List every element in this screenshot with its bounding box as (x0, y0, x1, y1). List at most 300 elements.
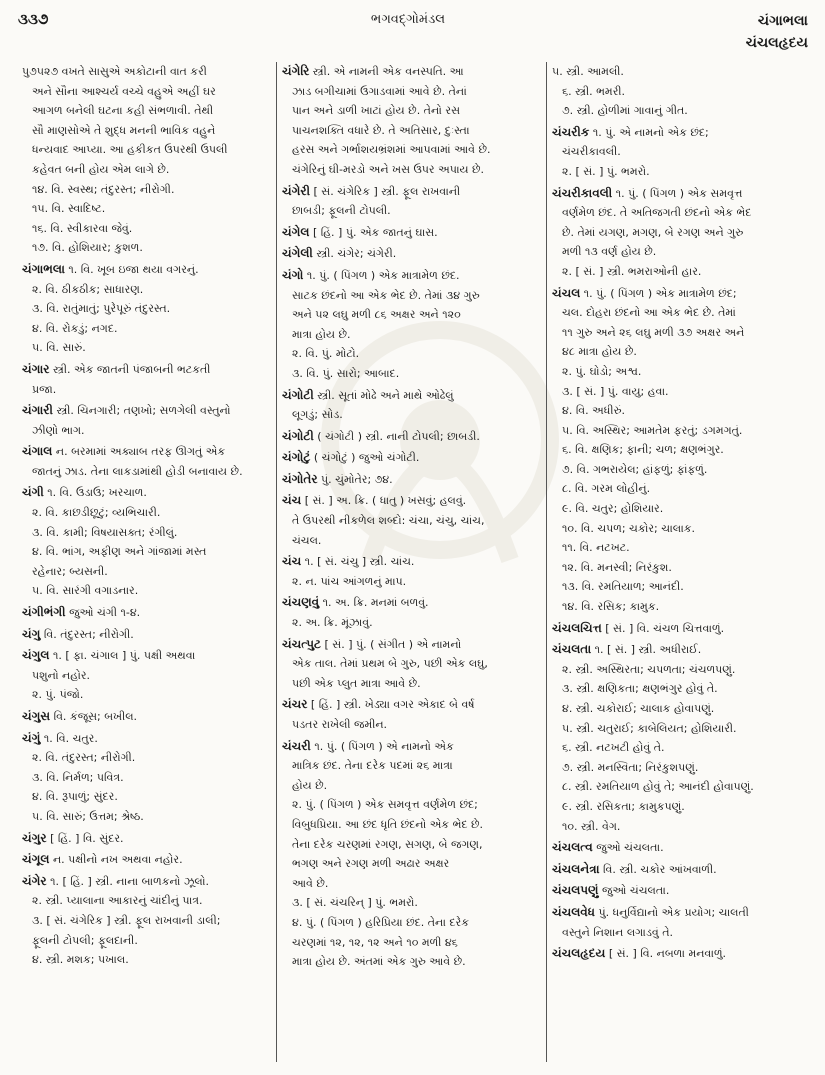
headword: ચંગીભંગી (22, 605, 66, 620)
definition-text: ૨. પું. ઘોડો; અશ્વ. (562, 364, 642, 378)
entry-line (22, 931, 270, 951)
definition-text: ૫. સ્ત્રી. આમલી. (552, 65, 624, 78)
dictionary-entry (552, 838, 808, 858)
definition-text: સ્ત્રી. ચિનગારી; તણખો; સળગેલી વસ્તુનો (56, 404, 231, 418)
headword: ચંચ (282, 493, 302, 508)
entry-line (22, 562, 270, 582)
dictionary-entry (22, 62, 270, 258)
entry-line (282, 893, 540, 913)
definition-text: માત્રા હોય છે. (292, 327, 351, 341)
definition-text: ૧૪. વિ. સ્વસ્થ; તંદુરસ્ત; નીરોગી. (32, 182, 175, 196)
headword: ચંગી (22, 485, 44, 500)
headword: ચંચરીકાવલી (552, 185, 613, 200)
definition-text: જાતનું ઝાડ. તેના લાકડામાંથી હોડી બનાવાય છે. (32, 464, 243, 478)
definition-text: ૪. વિ. રોકડું; નગદ. (32, 321, 118, 335)
entry-line (282, 776, 540, 796)
definition-text: ૧. પું. એ નામનો એક છંદ; (592, 125, 709, 139)
definition-text: આવે છે. (292, 876, 329, 890)
entry-line (282, 654, 540, 674)
entry-line (552, 421, 808, 441)
entry-line (22, 603, 270, 623)
definition-text: ૪. પું. ( પિંગળ ) હરિપ્રિયા છંદ. તેના દરેક (292, 915, 469, 929)
column-1 (22, 62, 270, 1067)
definition-text: પાચનશક્તિ વધારે છે. તે અતિસાર, દુઃસ્તા (292, 123, 470, 137)
definition-text: ૫. વિ. સારું; ઉત્તમ; શ્રેષ્ઠ. (32, 809, 144, 823)
headword: ચંગાલ (22, 444, 53, 459)
entry-line (282, 552, 540, 572)
headword: ચંચલત્વ (552, 840, 593, 855)
headword: ચંગોટી (282, 428, 314, 443)
dictionary-entry (282, 427, 540, 447)
entry-line (552, 123, 808, 143)
headword: ચંગુસ (22, 709, 51, 723)
dictionary-entry (22, 646, 270, 705)
entry-line (552, 203, 808, 223)
entry-line (282, 913, 540, 933)
entry-line (22, 666, 270, 686)
entry-line (282, 756, 540, 776)
definition-text: તેના દરેક ચરણમાં રગણ, સગણ, બે જગણ, (292, 837, 483, 851)
definition-text: અને સૌના આશ્ચર્ય વચ્ચે વહુએ અહીં ઘર (32, 84, 216, 98)
definition-text: [ સં. ] અ. ક્રિ. ( ધાતુ ) ખસવું; હલવું. (304, 494, 467, 508)
entry-line (282, 140, 540, 160)
entry-line (22, 380, 270, 400)
entry-line (282, 815, 540, 835)
headword: ચંચલહૃદય (552, 946, 606, 961)
headword: ચંગોટી (282, 387, 314, 402)
headword: ચંગુર (22, 830, 47, 845)
entry-line (282, 715, 540, 735)
entry-line (552, 342, 808, 362)
definition-text: ૨. ન. પાંચ આંગળનું માપ. (292, 574, 407, 588)
entry-line (282, 511, 540, 531)
definition-text: ૪૮ માત્રા હોય છે. (562, 345, 637, 359)
entry-line (552, 640, 808, 660)
definition-text: મળી ૧૩ વર્ણ હોય છે. (562, 245, 657, 259)
headword: ચંગેરિ (282, 64, 310, 78)
definition-text: પું. ચુંમોતેર; ૭૪. (321, 472, 393, 486)
definition-text: વસ્તુને નિશાન લગાડવું તે. (562, 925, 674, 939)
entry-line (22, 503, 270, 523)
dictionary-entry (22, 872, 270, 970)
definition-text: [ સં. ] વિ. નબળા મનવાળું. (608, 947, 727, 961)
definition-text: રહેનાર; બ્યસની. (32, 564, 108, 578)
headword: ચંચ (282, 554, 302, 569)
definition-text: [ હિં. ] સ્ત્રી. ખેડ્યા વગર એકાદ બે વર્ષ (310, 698, 475, 712)
dictionary-entry (282, 62, 540, 180)
entry-line (552, 944, 808, 964)
entry-line (282, 286, 540, 306)
entry-line (552, 82, 808, 102)
definition-text: ચલ. દોહરા છંદનો આ એક ભેદ છે. તેમાં (562, 306, 736, 320)
entry-line (22, 462, 270, 482)
definition-text: હરસ અને ગર્ભાશયભ્રંશમાં આપવામાં આવે છે. (292, 143, 491, 157)
entry-line (22, 523, 270, 543)
definition-text: ( ચંગોટી ) સ્ત્રી. નાની ટોપલી; છાબડી. (317, 429, 480, 443)
definition-text: ૧૧ ગુરુ અને ૨૬ લઘુ મળી ૩૭ અક્ષર અને (562, 325, 745, 339)
definition-text: ૯. સ્ત્રી. રસિકતા; કામુકપણું. (562, 799, 685, 813)
headword: ચંચત્પુટ (282, 636, 321, 651)
entry-line (552, 719, 808, 739)
headword: ચંગારી (22, 403, 53, 418)
dictionary-entry (22, 850, 270, 870)
entry-line (552, 262, 808, 282)
definition-text: ચંચલ. (292, 533, 322, 547)
definition-text: ૩. વિ. પું. સારો; આબાદ. (292, 366, 400, 380)
entry-line (552, 597, 808, 617)
definition-text: ફૂલની ટોપલી; ફૂલદાની. (32, 933, 138, 947)
entry-line (552, 62, 808, 82)
dictionary-entry (22, 260, 270, 358)
entry-line (552, 699, 808, 719)
headword: ચંચરી (282, 738, 311, 753)
definition-text: ૧. વિ. ચતુર. (43, 731, 98, 745)
headword: ચંચલવેધ (552, 904, 595, 919)
headword: ચંગૂલ (22, 852, 50, 867)
definition-text: ( ચંગોટું ) જુઓ ચંગોટી. (313, 451, 420, 465)
definition-text: ૨. પું. ( પિંગળ ) એક સમવૃત્ત વર્ણમેળ છંદ; (292, 798, 478, 812)
definition-text: અને ૫૨ લઘુ મળી ૮૬ અક્ષર અને ૧૨૦ (292, 308, 461, 322)
definition-text: આગળ બનેલી ઘટના કહી સંભળાવી. તેથી (32, 104, 214, 118)
definition-text: ચરણમાં ૧૨, ૧૨, ૧૨ અને ૧૦ મળી ૪૬ (292, 935, 458, 949)
definition-text: જુઓ ચંગી ૧-૪. (69, 606, 141, 620)
entry-line (552, 838, 808, 858)
dictionary-entry (282, 223, 540, 243)
definition-text: ૧૦. સ્ત્રી. વેગ. (562, 819, 621, 833)
definition-text: સાટક છંદનો આ એક ભેદ છે. તેમાં ૩૪ ગુરુ (292, 288, 480, 302)
definition-text: [ સં. ચંગેરિક ] સ્ત્રી. ફૂલ રાખવાની (313, 184, 461, 198)
definition-text: ઝાડ બગીચામાં ઉગાડવામાં આવે છે. તેનાં (292, 84, 467, 98)
definition-text: કહેવત બની હોય એમ લાગે છે. (32, 162, 170, 176)
dictionary-entry (282, 552, 540, 591)
definition-text: ૧૫. વિ. સ્વાદિષ્ટ. (32, 202, 106, 216)
entry-line (282, 835, 540, 855)
entry-line (552, 660, 808, 680)
guide-word-bottom: ચંચલહૃદય (745, 35, 808, 51)
definition-text: ૨. [ સં. ] પું. ભમરો. (562, 164, 650, 178)
entry-line (552, 223, 808, 243)
dictionary-entry (552, 619, 808, 639)
definition-text: ૯. વિ. ચતુર; હોશિયાર. (562, 502, 664, 516)
headword: ચંગેર (22, 873, 47, 888)
dictionary-entry (282, 182, 540, 221)
definition-text: ૧. અ. ક્રિ. મનમાં બળવું. (322, 596, 429, 610)
headword: ચંચલચિત્ત (552, 620, 602, 635)
definition-text: વિ. સ્ત્રી. ચકોર આંખવાળી. (603, 862, 717, 876)
definition-text: ૧. પું. ( પિંગળ ) એ નામનો એક (314, 739, 454, 753)
definition-text: ૪. વિ. અધીરું. (562, 404, 626, 418)
definition-text: ૨. સ્ત્રી. પ્યાલાના આકારનું ચાંદીનું પાત્ર. (32, 894, 203, 908)
entry-line (282, 101, 540, 121)
definition-text: ૧૬. વિ. સ્વીકારવા જેવું. (32, 221, 133, 235)
entry-line (282, 952, 540, 972)
dictionary-entry (22, 829, 270, 849)
entry-line (282, 491, 540, 511)
definition-text: ૪. સ્ત્રી. ચકોરાઈ; ચાલાક હોવાપણું. (562, 702, 715, 715)
entry-line (552, 460, 808, 480)
definition-text: છાબડી; ફૂલની ટોપલી. (292, 204, 391, 218)
dictionary-entry (282, 635, 540, 694)
entry-line (22, 807, 270, 827)
definition-text: ૮. વિ. ગરમ લોહીનું. (562, 482, 651, 496)
entry-line (22, 850, 270, 870)
column-divider (546, 62, 547, 1062)
headword: ચંગોટું (282, 450, 311, 465)
dictionary-entry (282, 266, 540, 384)
entry-line (282, 201, 540, 221)
entry-line (552, 860, 808, 880)
entry-line (22, 542, 270, 562)
definition-text: સ્ત્રી. એક જાતની પંજાબની ભટકતી (53, 362, 211, 376)
definition-text: પડતર રાખેલી જમીન. (292, 718, 388, 731)
entry-line (22, 483, 270, 503)
definition-text: ૨. સ્ત્રી. અસ્થિરતા; ચપળતા; ચંચળપણું. (562, 662, 736, 676)
definition-text: સ્ત્રી. એ નામની એક વનસ્પતિ. આ (312, 65, 464, 78)
entry-line (282, 593, 540, 613)
definition-text: પશુનો નહોર. (32, 668, 91, 682)
entry-line (22, 180, 270, 200)
entry-line (282, 613, 540, 633)
dictionary-entry (552, 640, 808, 836)
headword: ચંચરીક (552, 124, 590, 139)
dictionary-entry (22, 483, 270, 601)
definition-text: ચંગેરિનું ઘી-મરડો અને ખસ ઉપર અપાય છે. (292, 162, 485, 176)
entry-line (552, 558, 808, 578)
definition-text: ૨. વિ. ઠીકઠીક; સાધારણ. (32, 282, 144, 296)
entry-line (552, 738, 808, 758)
entry-line (552, 362, 808, 382)
entry-line (22, 768, 270, 788)
definition-text: લૂગડું; સોડ. (292, 408, 343, 422)
dictionary-entry (22, 442, 270, 481)
entry-line (282, 325, 540, 345)
headword: ચંગુલ (22, 648, 50, 663)
entry-line (282, 405, 540, 425)
definition-text: ૭. સ્ત્રી. હોળીમાં ગાવાનું ગીત. (562, 104, 688, 118)
definition-text: માત્રિક છંદ. તેના દરેક પદમાં ૨૬ માત્રા (292, 759, 453, 773)
dictionary-entry (282, 470, 540, 490)
entry-line (282, 386, 540, 406)
entry-line (552, 401, 808, 421)
entry-line (22, 748, 270, 768)
entry-line (282, 344, 540, 364)
entry-line (282, 244, 540, 264)
definition-text: ૩. [ સં. ] પું. વાયુ; હવા. (562, 384, 669, 398)
headword: ચંચલપણું (552, 883, 599, 898)
headword: ચંગેલ (282, 224, 310, 239)
dictionary-entry (552, 284, 808, 617)
definition-text: ૫. સ્ત્રી. ચતુરાઈ; કાબેલિયત; હોશિયારી. (562, 721, 737, 735)
dictionary-entry (282, 386, 540, 425)
definition-text: ૧૨. વિ. મનસ્વી; નિરંકુશ. (562, 560, 672, 574)
entry-line (22, 872, 270, 892)
definition-text: ૪. વિ. ભાંગ, અફીણ અને ગાંજામાં મસ્ત (32, 545, 207, 559)
definition-text: ૪. સ્ત્રી. મશક; પખાલ. (32, 953, 129, 967)
entry-line (282, 182, 540, 202)
definition-text: ન. બરમામાં અક્યાબ તરફ ઊગતું એક (55, 445, 226, 459)
definition-text: ૧૪. વિ. રસિક; કામુક. (562, 600, 660, 614)
headword: ચંગાર (22, 361, 50, 376)
entry-line (282, 427, 540, 447)
definition-text: ૫. વિ. સારંગી વગાડનાર. (32, 584, 139, 598)
entry-line (22, 581, 270, 601)
dictionary-entry (552, 881, 808, 901)
dictionary-entry (22, 603, 270, 623)
definition-text: હોય છે. (292, 778, 328, 792)
definition-text: ૬. સ્ત્રી. નટખટી હોવું તે. (562, 741, 665, 755)
dictionary-entry (552, 903, 808, 942)
definition-text: ૧૧. વિ. નટખટ. (562, 541, 630, 555)
definition-text: [ હિં. ] પું. એક જાતનું ઘાસ. (312, 225, 438, 239)
dictionary-entry (552, 944, 808, 964)
definition-text: પછી એક પ્લુત માત્રા આવે છે. (292, 676, 421, 690)
entry-line (22, 299, 270, 319)
entry-line (22, 829, 270, 849)
definition-text: ૧. વિ. ઉડાઉ; ખરચાળ. (47, 486, 147, 500)
guide-word-top: ચંગાભલા (757, 13, 808, 29)
definition-text: ભગણ અને રગણ મળી અઢાર અક્ષર (292, 857, 450, 871)
dictionary-entry (282, 491, 540, 550)
definition-text: વર્ણમેળ છંદ. તે અતિજગતી છંદનો એક ભેદ (562, 206, 752, 220)
dictionary-entry (22, 625, 270, 645)
entry-line (22, 121, 270, 141)
entry-line (22, 199, 270, 219)
entry-line (282, 874, 540, 894)
definition-text: [ સં. ] વિ. ચંચળ ચિત્તવાળું. (605, 621, 725, 635)
entry-line (552, 101, 808, 121)
entry-line (22, 101, 270, 121)
definition-text: ૬. વિ. ક્ષણિક; ફાની; ચળ; ક્ષણભંગુર. (562, 443, 724, 457)
entry-line (552, 577, 808, 597)
definition-text: જુઓ ચંચલતા. (596, 841, 664, 855)
headword: ચંગેલી (282, 246, 313, 261)
entry-line (22, 625, 270, 645)
entry-line (22, 685, 270, 705)
dictionary-entry (22, 707, 270, 727)
entry-line (282, 737, 540, 757)
definition-text: ન. પક્ષીનો નખ અથવા નહોર. (52, 853, 183, 867)
definition-text: ધન્યવાદ આપ્યા. આ હકીકત ઉપરથી ઉપલી (32, 143, 228, 157)
entry-line (552, 619, 808, 639)
definition-text: ૭. વિ. ગભરાયેલ; હાંફળું; ફાંફળું. (562, 462, 708, 476)
entry-line (282, 448, 540, 468)
entry-line (552, 382, 808, 402)
entry-line (22, 219, 270, 239)
definition-text: [ સં. ] પું. ( સંગીત ) એ નામનો (324, 637, 462, 651)
entry-line (552, 184, 808, 204)
definition-text: ૨. વિ. કાછડીછૂટું; વ્યભિચારી. (32, 506, 161, 520)
definition-text: વિબુધપ્રિયા. આ છંદ ધૃતિ છંદનો એક ભેદ છે. (292, 817, 484, 831)
headword: ચંચલતા (552, 642, 592, 657)
definition-text: ૧. [ સં. ] સ્ત્રી. અધીરાઈ. (594, 643, 702, 657)
dictionary-entry (282, 244, 540, 264)
definition-text: ૧૦. વિ. ચપળ; ચકોર; ચાલાક. (562, 521, 696, 535)
definition-text: વિ. કંજૂસ; બખીલ. (53, 710, 138, 723)
entry-line (282, 854, 540, 874)
headword: ચંગેરી (282, 183, 310, 198)
entry-line (22, 62, 270, 82)
entry-line (22, 140, 270, 160)
guide-words (746, 10, 808, 54)
column-2 (282, 62, 540, 1067)
entry-line (22, 442, 270, 462)
headword: ચંચલનેત્રા (552, 861, 600, 876)
entry-line (552, 758, 808, 778)
definition-text: ૪. વિ. રૂપાળું; સુંદર. (32, 790, 118, 804)
entry-line (282, 933, 540, 953)
definition-text: ચંચરીકાવલી. (562, 145, 621, 159)
entry-line (282, 531, 540, 551)
entry-line (22, 950, 270, 970)
definition-text: ૫. વિ. અસ્થિર; આમતેમ ફરતું; ડગમગતું. (562, 423, 743, 437)
entry-line (552, 923, 808, 943)
headword: ચંગો (282, 267, 304, 282)
entry-line (22, 891, 270, 911)
definition-text: ૨. વિ. તંદુરસ્ત; નીરોગી. (32, 751, 136, 765)
headword: ચંચલ (552, 285, 581, 300)
entry-line (22, 729, 270, 749)
entry-line (282, 223, 540, 243)
entry-line (282, 635, 540, 655)
entry-line (282, 572, 540, 592)
definition-text: ૧૩. વિ. રમતિયાળ; આનંદી. (562, 580, 684, 594)
entry-line (552, 162, 808, 182)
entry-line (22, 82, 270, 102)
dictionary-entry (282, 695, 540, 734)
entry-line (552, 777, 808, 797)
entry-line (552, 538, 808, 558)
dictionary-entry (282, 593, 540, 632)
definition-text: વિ. તંદુરસ્ત; નીરોગી. (43, 627, 134, 641)
definition-text: પાન અને ડાળી ખાટાં હોય છે. તેનો રસ (292, 104, 461, 118)
definition-text: સ્ત્રી. સૂતાં મોઢે અને માથે ઓઢેલું (317, 388, 454, 402)
entry-line (552, 242, 808, 262)
entry-line (552, 881, 808, 901)
definition-text: પું. ધનુર્વિદ્યાનો એક પ્રયોગ; ચાલતી (598, 905, 749, 919)
definition-text: ૧. પું. ( પિંગળ ) એક માત્રામેળ છંદ. (306, 268, 460, 282)
entry-line (282, 121, 540, 141)
dictionary-entry (552, 123, 808, 182)
entry-line (552, 679, 808, 699)
definition-text: ૩. વિ. કામી; વિષયાસક્ત; રંગીલું. (32, 525, 178, 539)
definition-text: ૫. વિ. સારું. (32, 341, 86, 355)
dictionary-entry (282, 448, 540, 468)
definition-text: ૧. [ હિં. ] સ્ત્રી. નાના બાળકનો ઝૂલો. (50, 874, 209, 888)
entry-line (282, 795, 540, 815)
entry-line (282, 266, 540, 286)
entry-line (282, 82, 540, 102)
dictionary-entry (552, 62, 808, 121)
definition-text: ઝીણો ભાગ. (32, 423, 85, 437)
definition-text: ૩. વિ. નિર્મળ; પવિત્ર. (32, 770, 124, 784)
definition-text: ૩. વિ. રાતુંમાતું; પુરેપૂરું તંદુરસ્ત. (32, 302, 171, 316)
entry-line (22, 338, 270, 358)
entry-line (282, 470, 540, 490)
entry-line (552, 903, 808, 923)
definition-text: ૮. સ્ત્રી. રમતિયાળ હોવું તે; આનંદી હોવાપણું. (562, 780, 754, 794)
dictionary-entry (282, 737, 540, 972)
definition-text: ૧. વિ. ખૂબ ઇજા થયા વગરનું. (68, 262, 199, 276)
entry-line (22, 707, 270, 727)
entry-line (282, 364, 540, 384)
definition-text: ૨. વિ. પું. મોટો. (292, 347, 360, 361)
entry-line (282, 695, 540, 715)
entry-line (282, 62, 540, 82)
headword: ચંગુ (22, 626, 41, 641)
page-number: ૩૩૭ (18, 10, 49, 28)
definition-text: ૧૭. વિ. હોશિયાર; કુશળ. (32, 241, 143, 255)
entry-line (282, 674, 540, 694)
